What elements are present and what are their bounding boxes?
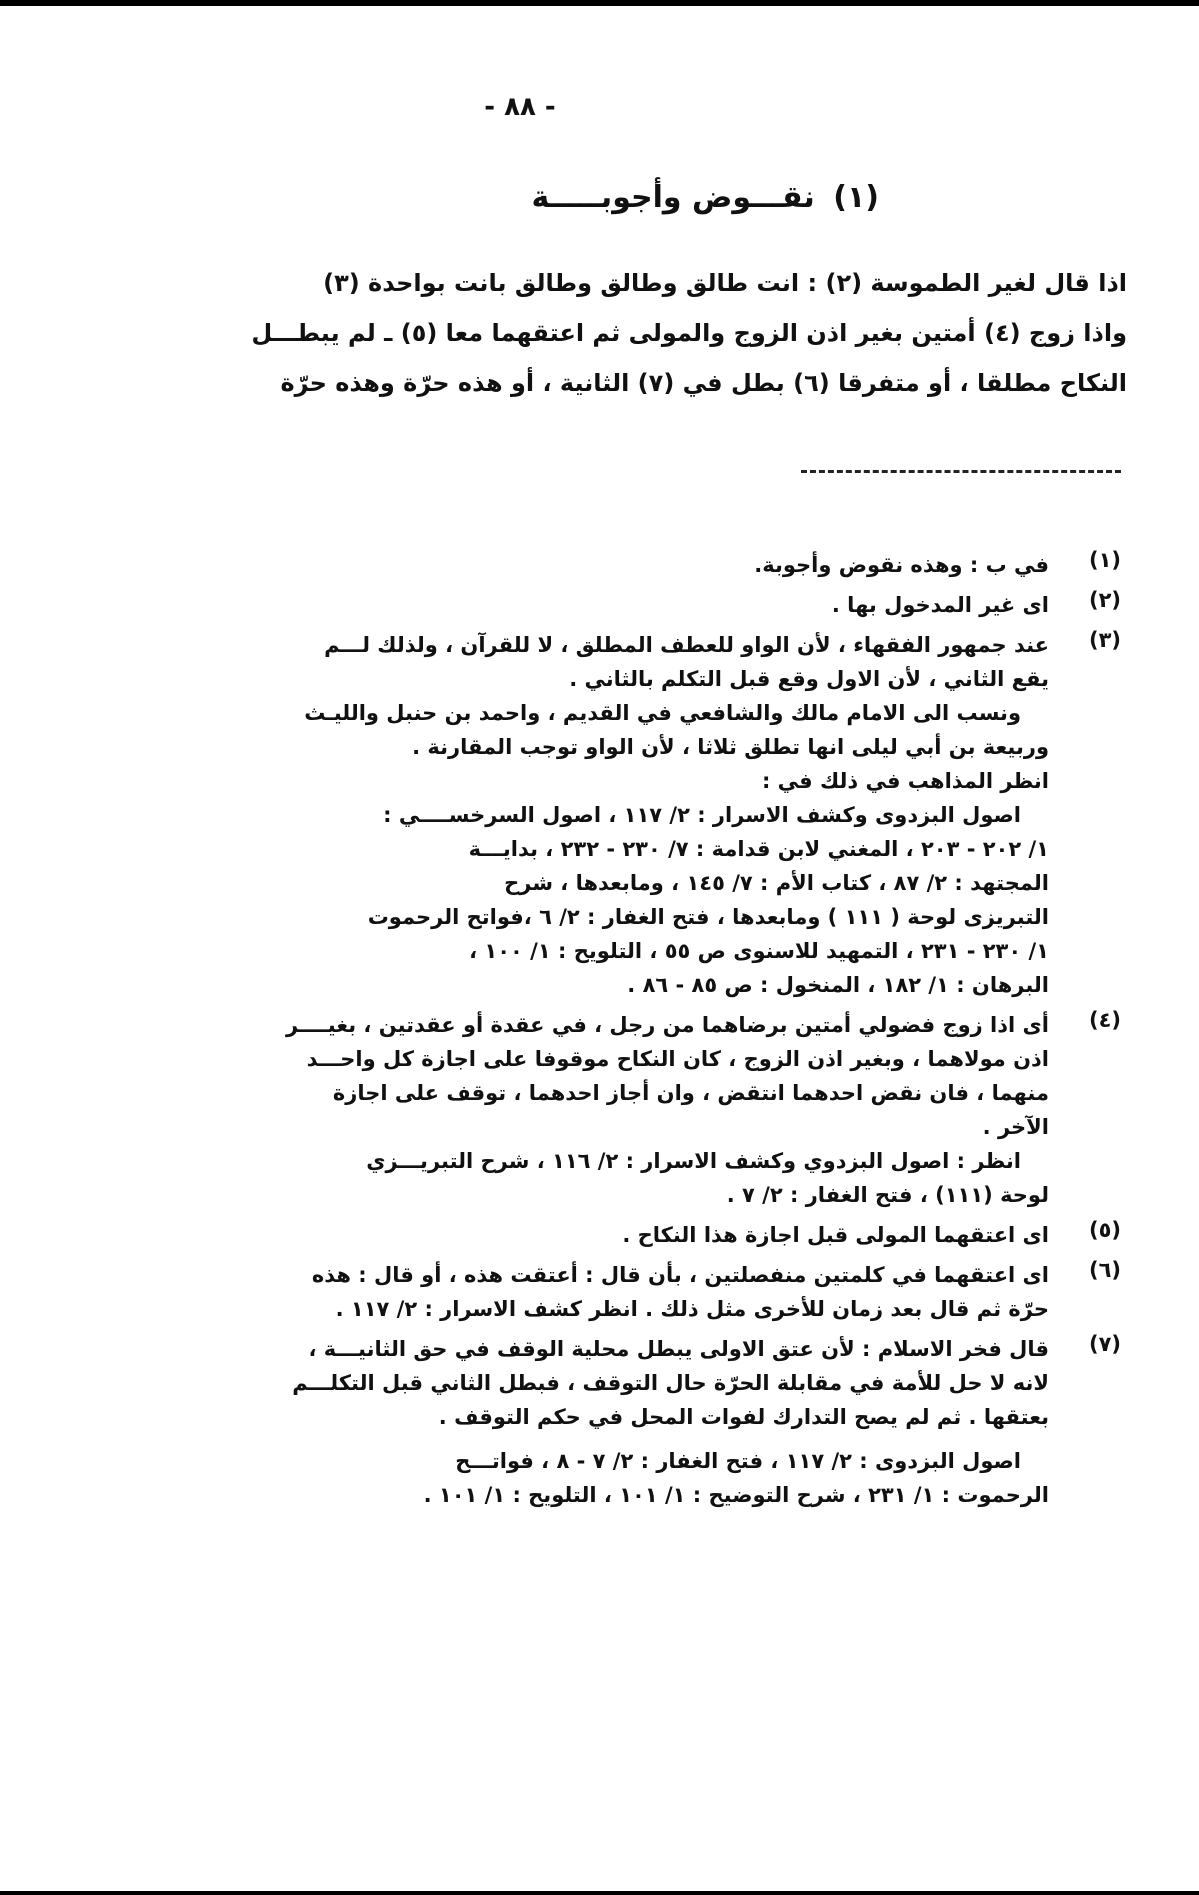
- footnote-body: [171, 1008, 1049, 1212]
- footnote-line: الآخر .: [982, 1115, 1049, 1139]
- footnote-line: اى اعتقهما في كلمتين منفصلتين ، بأن قال : أعتقت هذه ، أو قال : هذه: [311, 1263, 1049, 1287]
- footnote-line: وربيعة بن أبي ليلى انها تطلق ثلاثا ، لأن الواو توجب المقارنة .: [412, 735, 1049, 759]
- footnote-number: (١): [1088, 548, 1121, 572]
- footnote-line: قال فخر الاسلام : لأن عتق الاولى يبطل محلية الوقف في حق الثانيـــة ،: [308, 1337, 1049, 1361]
- footnote-number: (٦): [1088, 1258, 1121, 1282]
- footnote-number: (٧): [1088, 1332, 1121, 1356]
- footnote-line: اصول البزدوى وكشف الاسرار : ٢/ ١١٧ ، اصول السرخســــي :: [383, 803, 1021, 827]
- footnote-body: [171, 548, 1049, 582]
- footnote-line: حرّة ثم قال بعد زمان للأخرى مثل ذلك . انظر كشف الاسرار : ٢/ ١١٧ .: [335, 1297, 1049, 1321]
- footnote-body: [171, 1332, 1049, 1512]
- main-line: النكاح مطلقا ، أو متفرقا (٦) بطل في (٧) الثانية ، أو هذه حرّة وهذه حرّة: [280, 369, 1127, 397]
- footnote-line: المجتهد : ٢/ ٨٧ ، كتاب الأم : ٧/ ١٤٥ ، ومابعدها ، شرح: [504, 871, 1049, 895]
- footnote-line: عند جمهور الفقهاء ، لأن الواو للعطف المطلق ، لا للقرآن ، ولذلك لـــم: [324, 633, 1049, 657]
- section-heading: [531, 180, 879, 215]
- footnote-6: [171, 1258, 1121, 1326]
- heading-title: نقـــوض وأجوبـــــة: [531, 180, 815, 215]
- footnote-line: ١/ ٢٠٢ - ٢٠٣ ، المغني لابن قدامة : ٧/ ٢٣٠ - ٢٣٢ ، بدايـــة: [468, 837, 1049, 861]
- footnote-4: [171, 1008, 1121, 1212]
- footnote-line: ونسب الى الامام مالك والشافعي في القديم ، واحمد بن حنبل والليـث: [304, 701, 1021, 725]
- footnote-line: بعتقها . ثم لم يصح التدارك لفوات المحل في حكم التوقف .: [438, 1405, 1049, 1429]
- top-border: [0, 0, 1199, 6]
- main-line: اذا قال لغير الطموسة (٢) : انت طالق وطالق وطالق بانت بواحدة (٣): [323, 269, 1127, 297]
- main-paragraph: [157, 258, 1127, 408]
- footnote-line: اذن مولاهما ، وبغير اذن الزوج ، كان النكاح موقوفا على اجازة كل واحـــد: [306, 1047, 1049, 1071]
- footnote-body: [171, 588, 1049, 622]
- footnote-line: اى غير المدخول بها .: [831, 593, 1049, 617]
- footnotes: [171, 548, 1121, 1518]
- footnote-body: [171, 1258, 1049, 1326]
- footnote-number: (٣): [1088, 628, 1121, 652]
- footnote-2: [171, 588, 1121, 622]
- footnote-1: [171, 548, 1121, 582]
- footnote-line: يقع الثاني ، لأن الاول وقع قبل التكلم بالثاني .: [569, 667, 1049, 691]
- footnote-line: اى اعتقهما المولى قبل اجازة هذا النكاح .: [622, 1223, 1049, 1247]
- footnote-line: ١/ ٢٣٠ - ٢٣١ ، التمهيد للاسنوى ص ٥٥ ، التلويح : ١/ ١٠٠ ،: [469, 939, 1049, 963]
- footnote-7: [171, 1332, 1121, 1512]
- footnote-line: أى اذا زوج فضولي أمتين برضاهما من رجل ، في عقدة أو عقدتين ، بغيــــر: [286, 1013, 1049, 1037]
- spacer: [171, 1434, 1049, 1444]
- footnote-line: البرهان : ١/ ١٨٢ ، المنخول : ص ٨٥ - ٨٦ .: [627, 973, 1049, 997]
- footnote-line: التبريزى لوحة ( ١١١ ) ومابعدها ، فتح الغفار : ٢/ ٦ ،فواتح الرحموت: [367, 905, 1049, 929]
- footnote-number: (٤): [1088, 1008, 1121, 1032]
- main-line: واذا زوج (٤) أمتين بغير اذن الزوج والمولى ثم اعتقهما معا (٥) ـ لم يبطـــل: [251, 319, 1127, 347]
- footnote-line: في ب : وهذه نقوض وأجوبة.: [754, 553, 1049, 577]
- footnote-number: (٢): [1088, 588, 1121, 612]
- footnote-body: [171, 628, 1049, 1002]
- footnote-line: لوحة (١١١) ، فتح الغفار : ٢/ ٧ .: [726, 1183, 1049, 1207]
- footnote-line: انظر : اصول البزدوي وكشف الاسرار : ٢/ ١١٦ ، شرح التبريـــزي: [366, 1149, 1021, 1173]
- footnote-line: انظر المذاهب في ذلك في :: [761, 769, 1049, 793]
- footnote-line: اصول البزدوى : ٢/ ١١٧ ، فتح الغفار : ٢/ ٧ - ٨ ، فواتـــح: [455, 1449, 1021, 1473]
- footnote-3: [171, 628, 1121, 1002]
- footnote-body: [171, 1218, 1049, 1252]
- footnote-line: لانه لا حل للأمة في مقابلة الحرّة حال التوقف ، فبطل الثاني قبل التكلـــم: [292, 1371, 1049, 1395]
- footnote-separator: [801, 470, 1121, 473]
- footnote-5: [171, 1218, 1121, 1252]
- heading-footnote-ref: (١): [833, 180, 879, 215]
- bottom-border: [0, 1891, 1199, 1895]
- footnote-number: (٥): [1088, 1218, 1121, 1242]
- footnote-line: منهما ، فان نقض احدهما انتقض ، وان أجاز احدهما ، توقف على اجازة: [332, 1081, 1049, 1105]
- footnote-line: الرحموت : ١/ ٢٣١ ، شرح التوضيح : ١/ ١٠١ ، التلويح : ١/ ١٠١ .: [423, 1483, 1049, 1507]
- page-number: - ٨٨ -: [484, 92, 556, 122]
